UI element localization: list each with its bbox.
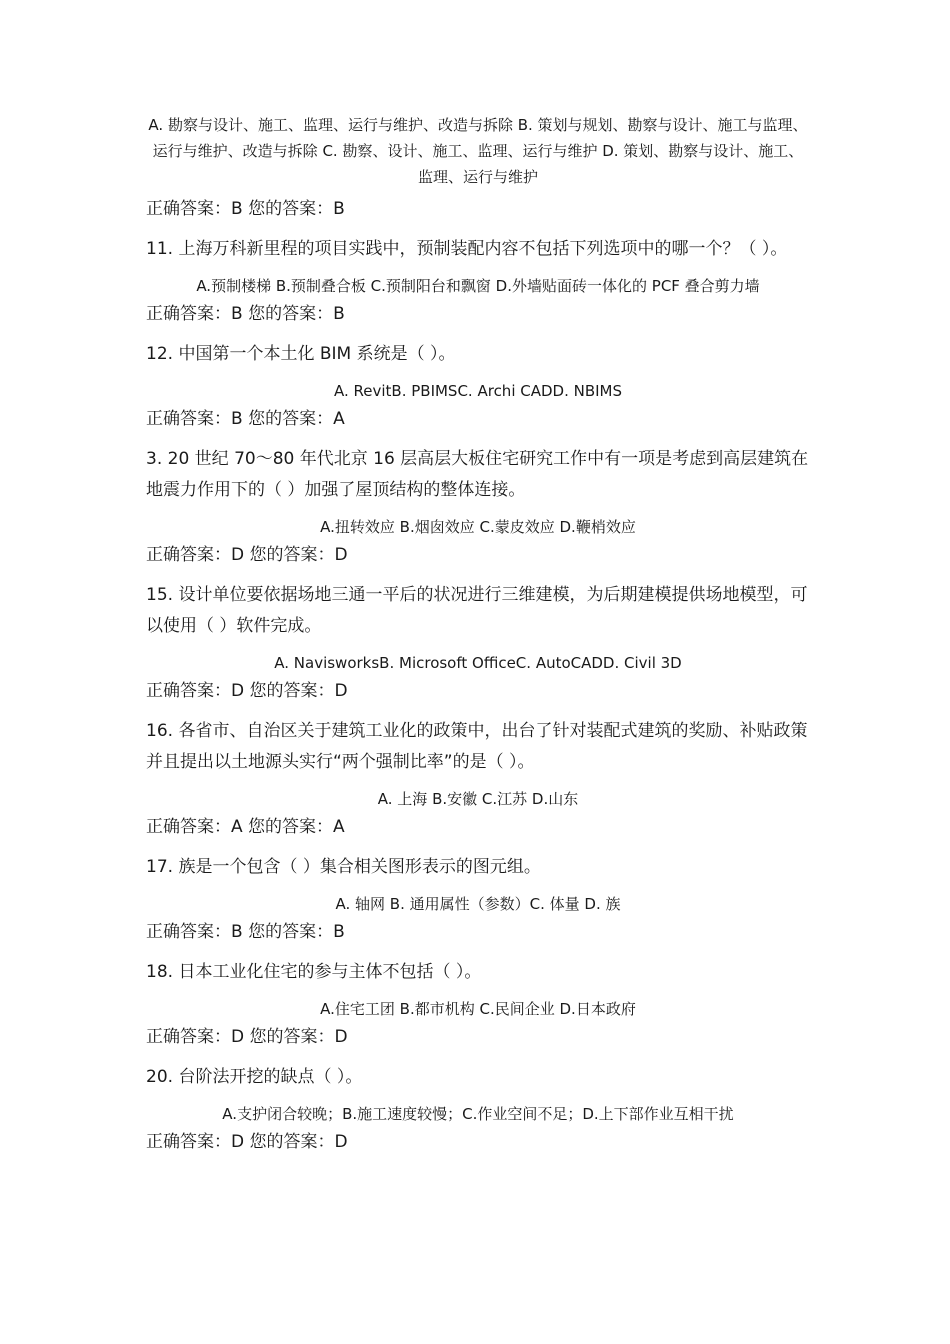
question-text: 12. 中国第一个本土化 BIM 系统是（ ）。 xyxy=(146,344,456,364)
question-block-11 xyxy=(146,234,810,327)
answer-line: 正确答案：B 您的答案：B xyxy=(146,304,345,324)
question-text: 17. 族是一个包含（ ）集合相关图形表示的图元组。 xyxy=(146,857,541,877)
answer-line: 正确答案：D 您的答案：D xyxy=(146,545,348,565)
answer-line: 正确答案：D 您的答案：D xyxy=(146,1132,348,1152)
options-text: A. NavisworksB. Microsoft OfficeC. AutoCADD. Civil 3D xyxy=(274,654,682,672)
answer-line: 正确答案：B 您的答案：B xyxy=(146,199,345,219)
question-text: 20. 台阶法开挖的缺点（ ）。 xyxy=(146,1067,363,1087)
question-block-10 xyxy=(146,112,810,222)
question-text: 16. 各省市、自治区关于建筑工业化的政策中，出台了针对装配式建筑的奖励、补贴政策并且提出以土地源头实行“两个强制比率”的是（ ）。 xyxy=(146,721,808,772)
options-text: A.支护闭合较晚；B.施工速度较慢；C.作业空间不足；D.上下部作业互相干扰 xyxy=(222,1105,734,1123)
question-block-12 xyxy=(146,339,810,432)
options-text: A.住宅工团 B.都市机构 C.民间企业 D.日本政府 xyxy=(320,1000,636,1018)
options-text: A.预制楼梯 B.预制叠合板 C.预制阳台和飘窗 D.外墙贴面砖一体化的 PCF 叠合剪力墙 xyxy=(196,277,760,295)
question-block-20 xyxy=(146,1062,810,1155)
question-block-16 xyxy=(146,716,810,840)
options-text: A. 勘察与设计、施工、监理、运行与维护、改造与拆除 B. 策划与规划、勘察与设计、施工与监理、运行与维护、改造与拆除 C. 勘察、设计、施工、监理、运行与维护 D. 策划、勘察与设计、施工、监理、运行与维护 xyxy=(148,116,808,186)
question-text: 11. 上海万科新里程的项目实践中，预制装配内容不包括下列选项中的哪一个？（ ）。 xyxy=(146,239,788,259)
answer-line: 正确答案：B 您的答案：B xyxy=(146,922,345,942)
options-text: A. 轴网 B. 通用属性（参数）C. 体量 D. 族 xyxy=(335,895,621,913)
options-text: A.扭转效应 B.烟囱效应 C.蒙皮效应 D.鞭梢效应 xyxy=(320,518,636,536)
answer-line: 正确答案：B 您的答案：A xyxy=(146,409,345,429)
answer-line: 正确答案：A 您的答案：A xyxy=(146,817,345,837)
options-text: A. 上海 B.安徽 C.江苏 D.山东 xyxy=(377,790,579,808)
question-text: 3. 20 世纪 70～80 年代北京 16 层高层大板住宅研究工作中有一项是考虑到高层建筑在地震力作用下的（ ）加强了屋顶结构的整体连接。 xyxy=(146,449,809,500)
question-text: 18. 日本工业化住宅的参与主体不包括（ ）。 xyxy=(146,962,482,982)
question-block-3 xyxy=(146,444,810,568)
question-block-18 xyxy=(146,957,810,1050)
options-text: A. RevitB. PBIMSC. Archi CADD. NBIMS xyxy=(333,382,623,400)
question-block-15 xyxy=(146,580,810,704)
question-text: 15. 设计单位要依据场地三通一平后的状况进行三维建模，为后期建模提供场地模型，可以使用（ ）软件完成。 xyxy=(146,585,808,636)
answer-line: 正确答案：D 您的答案：D xyxy=(146,681,348,701)
question-block-17 xyxy=(146,852,810,945)
document-page xyxy=(146,112,810,1155)
answer-line: 正确答案：D 您的答案：D xyxy=(146,1027,348,1047)
